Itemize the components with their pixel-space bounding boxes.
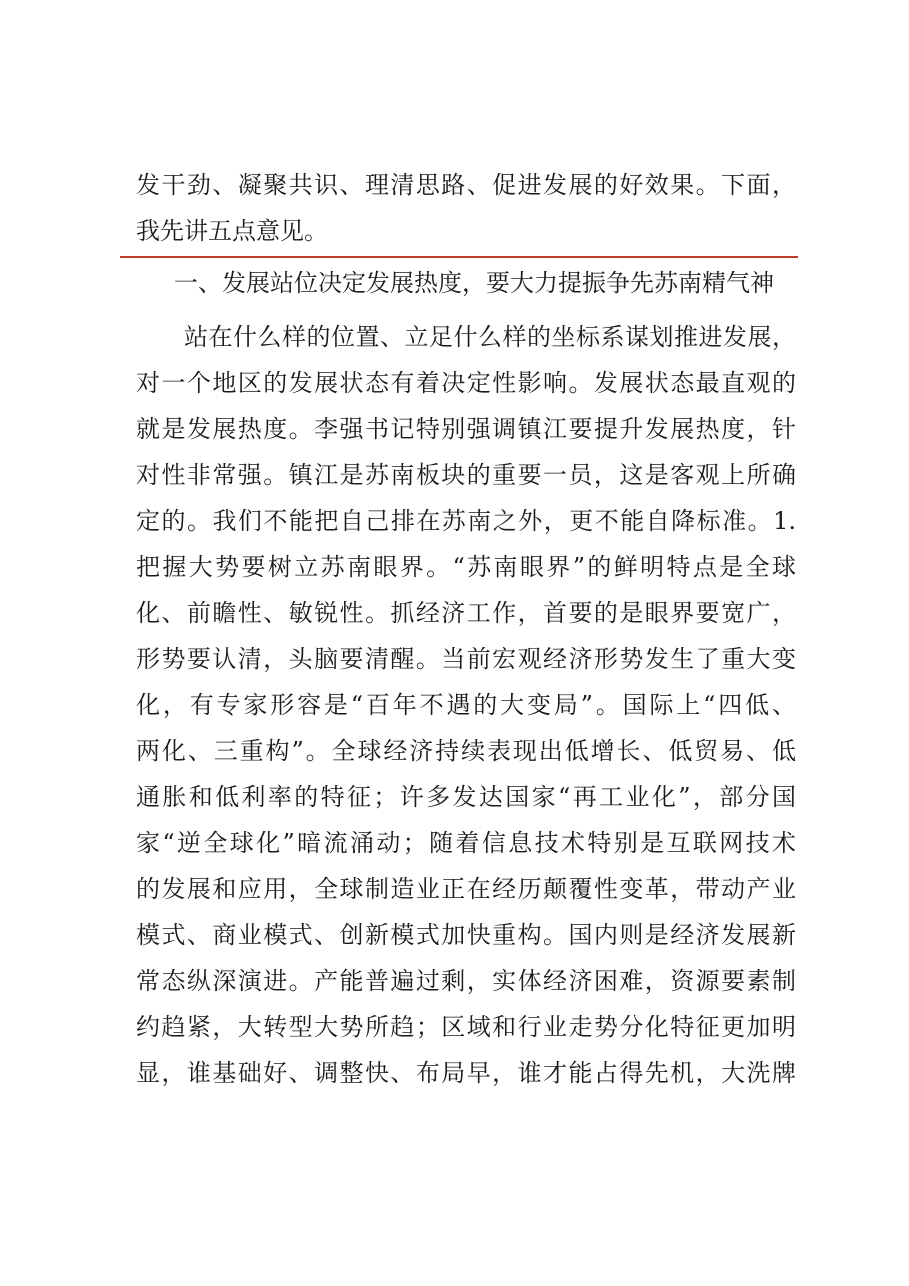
section-divider xyxy=(120,256,798,258)
intro-line-2: 我先讲五点意见。 xyxy=(136,217,328,245)
body-line: 对性非常强。镇江是苏南板块的重要一员，这是客观上所确 xyxy=(136,461,796,489)
body-line: 形势要认清，头脑要清醒。当前宏观经济形势发生了重大变 xyxy=(136,645,796,673)
body-line: 化、前瞻性、敏锐性。抓经济工作，首要的是眼界要宽广， xyxy=(136,599,796,627)
body-line: 就是发展热度。李强书记特别强调镇江要提升发展热度，针 xyxy=(136,415,796,443)
section-heading: 一、发展站位决定发展热度，要大力提振争先苏南精气神 xyxy=(174,269,774,297)
body-line: 模式、商业模式、创新模式加快重构。国内则是经济发展新 xyxy=(136,921,796,949)
body-line: 把握大势要树立苏南眼界。“苏南眼界”的鲜明特点是全球 xyxy=(136,553,796,581)
body-line: 通胀和低利率的特征；许多发达国家“再工业化”，部分国 xyxy=(136,783,796,811)
body-line: 约趋紧，大转型大势所趋；区域和行业走势分化特征更加明 xyxy=(136,1013,796,1041)
body-line: 常态纵深演进。产能普遍过剩，实体经济困难，资源要素制 xyxy=(136,967,796,995)
body-line: 定的。我们不能把自己排在苏南之外，更不能自降标准。1. xyxy=(136,507,796,535)
body-line: 对一个地区的发展状态有着决定性影响。发展状态最直观的 xyxy=(136,369,796,397)
body-line: 的发展和应用，全球制造业正在经历颠覆性变革，带动产业 xyxy=(136,875,796,903)
body-line: 家“逆全球化”暗流涌动；随着信息技术特别是互联网技术 xyxy=(136,829,796,857)
body-line: 化，有专家形容是“百年不遇的大变局”。国际上“四低、 xyxy=(136,691,796,719)
body-line: 显，谁基础好、调整快、布局早，谁才能占得先机，大洗牌 xyxy=(136,1059,796,1087)
body-line: 两化、三重构”。全球经济持续表现出低增长、低贸易、低 xyxy=(136,737,796,765)
body-line: 站在什么样的位置、立足什么样的坐标系谋划推进发展， xyxy=(184,323,796,351)
intro-line-1: 发干劲、凝聚共识、理清思路、促进发展的好效果。下面， xyxy=(136,171,796,199)
